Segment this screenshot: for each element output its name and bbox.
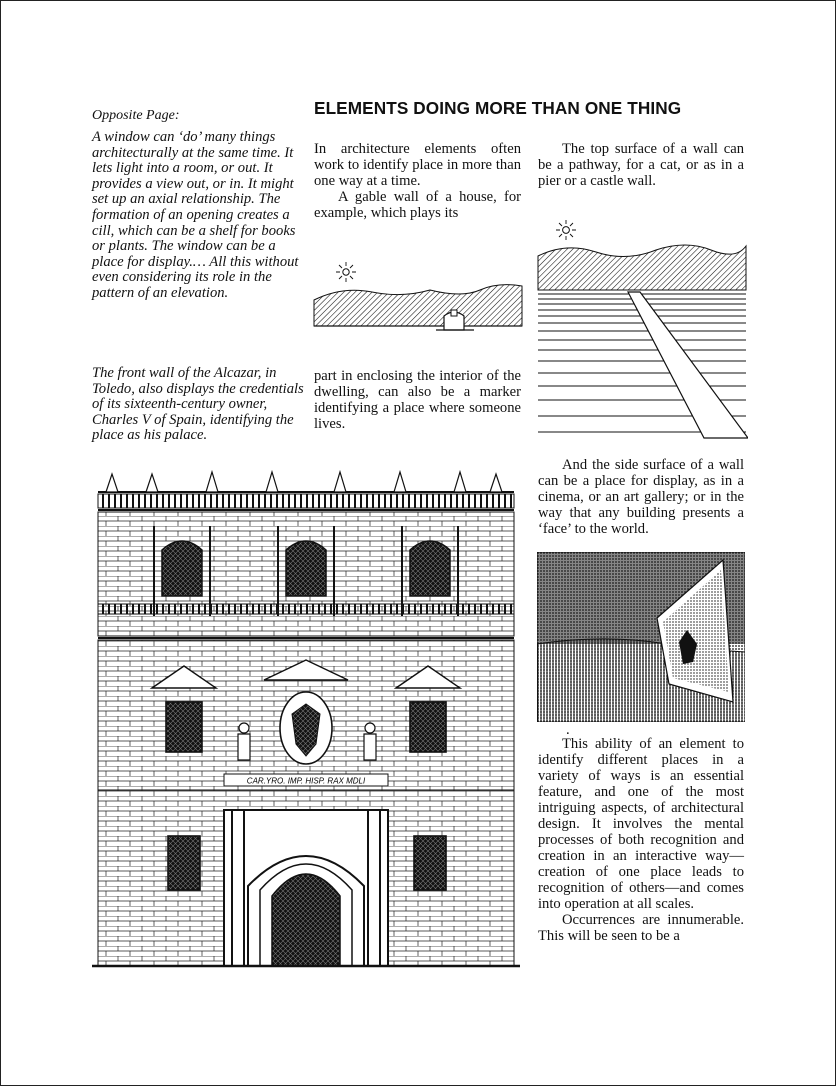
column-3-middle <box>538 457 744 537</box>
column-3-paragraph-1: The top surface of a wall can be a pathway, for a cat, or as in a pier or a castle wall. <box>538 141 744 189</box>
gable-house-illustration <box>312 250 526 342</box>
sidebar-paragraph-alcazar: The front wall of the Alcazar, in Toledo, also displays the credentials of its sixteenth-century owner, Charles V of Spain, identifying the place as his palace. <box>92 365 304 444</box>
column-3-paragraph-3: This ability of an element to identify different places in a variety of ways is an essential feature, and one of the most intriguing aspects, of architectural design. It involves the mental processes of both recognition and creation in an interactive way—creation of one place leads to recognition of others—and comes into operation at all scales. <box>538 736 744 912</box>
pier-wall-illustration <box>536 212 748 442</box>
stray-dot: . <box>566 722 570 738</box>
section-heading: ELEMENTS DOING MORE THAN ONE THING <box>314 98 682 118</box>
column-2-paragraph-2: A gable wall of a house, for example, which plays its <box>314 189 521 221</box>
column-3-paragraph-2: And the side surface of a wall can be a place for display, as in a cinema, or an art gallery; or in the way that any building presents a ‘face’ to the world. <box>538 457 744 537</box>
column-3-bottom <box>538 724 744 944</box>
column-3-paragraph-4: Occurrences are innumerable. This will be seen to be a <box>538 912 744 944</box>
display-wall-illustration <box>537 552 745 722</box>
column-2-paragraph-1: In architecture elements often work to identify place in more than one way at a time. <box>314 141 521 189</box>
sidebar-paragraph-window: A window can ‘do’ many things architecturally at the same time. It lets light into a room, or out. It provides a view out, or in. It might set up an axial relationship. The formation of an opening creates a cill, which can be a shelf for books or plants. The window can be a place for display.… All this without even considering its role in the pattern of an elevation. <box>92 129 299 301</box>
sidebar-heading: Opposite Page: <box>92 108 180 123</box>
column-2-top <box>314 141 521 221</box>
sun-icon <box>556 220 576 240</box>
facade-inscription: CAR.YRO. IMP. HISP. RAX MDLI <box>246 776 366 786</box>
sun-icon <box>336 262 356 282</box>
column-2-paragraph-3: part in enclosing the interior of the dwelling, can also be a marker identifying a place where someone lives. <box>314 368 521 432</box>
alcazar-facade-illustration <box>88 466 524 970</box>
